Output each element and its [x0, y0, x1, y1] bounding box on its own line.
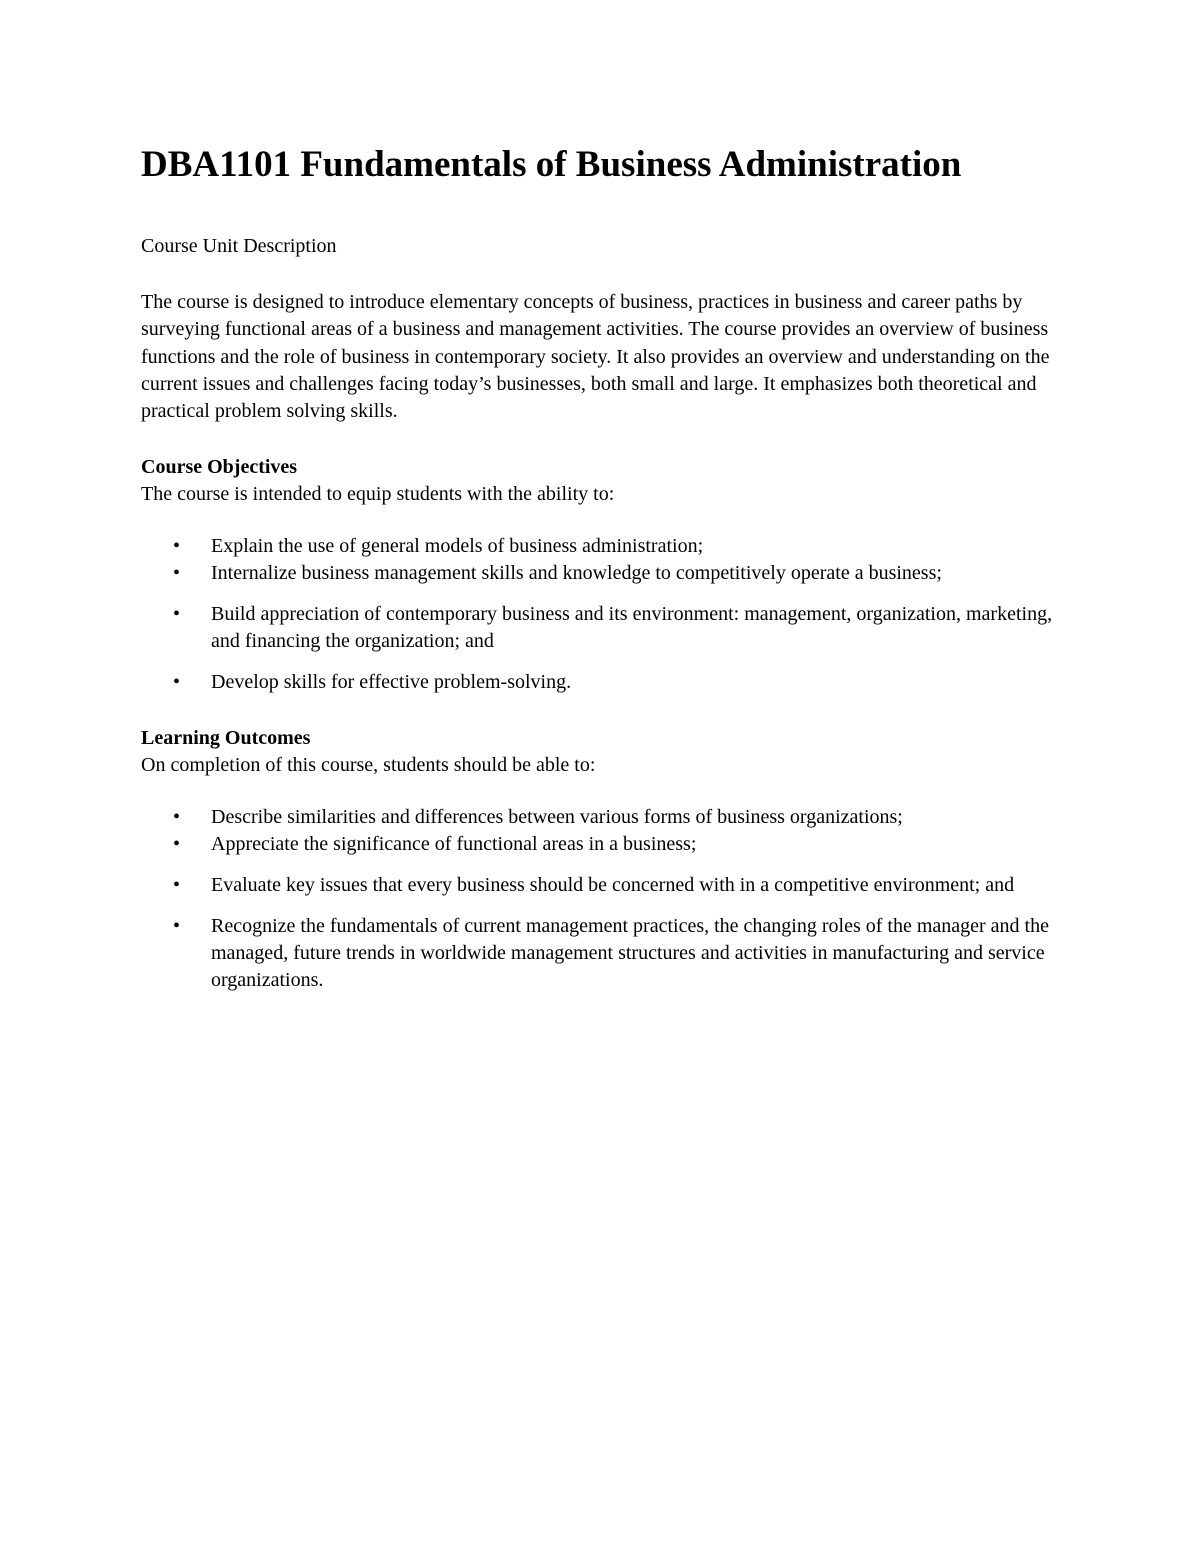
list-item: [141, 872, 1061, 899]
bullet-icon: •: [173, 671, 181, 694]
bullet-icon: •: [173, 833, 181, 856]
outcomes-heading: Learning Outcomes: [141, 727, 311, 750]
bullet-icon: •: [173, 806, 181, 829]
outcomes-list: [141, 804, 1061, 994]
bullet-icon: •: [173, 603, 181, 626]
list-item: [141, 533, 1061, 560]
unit-description-label: Course Unit Description: [141, 235, 337, 257]
list-item-text: Evaluate key issues that every business should be concerned with in a competitive environment; and: [211, 874, 1015, 897]
list-item-text: Recognize the fundamentals of current management practices, the changing roles of the manager and the managed, future trends in worldwide management structures and activities in manufacturing and service organizations.: [211, 915, 1049, 992]
list-item: [141, 560, 1061, 587]
list-item-text: Build appreciation of contemporary business and its environment: management, organization, marketing, and financing the organization; and: [211, 603, 1053, 653]
list-item-text: Internalize business management skills and knowledge to competitively operate a business;: [211, 562, 942, 585]
document-page: [141, 140, 1061, 994]
objectives-list: [141, 533, 1061, 696]
objectives-heading: Course Objectives: [141, 456, 298, 479]
list-item: [141, 804, 1061, 831]
bullet-icon: •: [173, 915, 181, 938]
bullet-icon: •: [173, 562, 181, 585]
course-objectives-section: [141, 454, 1061, 696]
list-item-text: Describe similarities and differences between various forms of business organizations;: [211, 806, 903, 829]
course-description: The course is designed to introduce elementary concepts of business, practices in business and career paths by surveying functional areas of a business and management activities. The course provides an overview of business functions and the role of business in contemporary society. It also provides an overview and understanding on the current issues and challenges facing today’s businesses, both small and large. It emphasizes both theoretical and practical problem solving skills.: [141, 291, 1050, 423]
list-item-text: Develop skills for effective problem-solving.: [211, 671, 572, 694]
bullet-icon: •: [173, 535, 181, 558]
learning-outcomes-section: [141, 725, 1061, 994]
list-item-text: Appreciate the significance of functional areas in a business;: [211, 833, 697, 856]
outcomes-intro: On completion of this course, students should be able to:: [141, 754, 596, 777]
list-item: [141, 669, 1061, 696]
list-item: [141, 831, 1061, 858]
list-item: [141, 913, 1061, 994]
objectives-intro: The course is intended to equip students with the ability to:: [141, 483, 615, 506]
document-title: DBA1101 Fundamentals of Business Administration: [141, 144, 962, 185]
list-item: [141, 601, 1061, 655]
list-item-text: Explain the use of general models of business administration;: [211, 535, 704, 558]
bullet-icon: •: [173, 874, 181, 897]
